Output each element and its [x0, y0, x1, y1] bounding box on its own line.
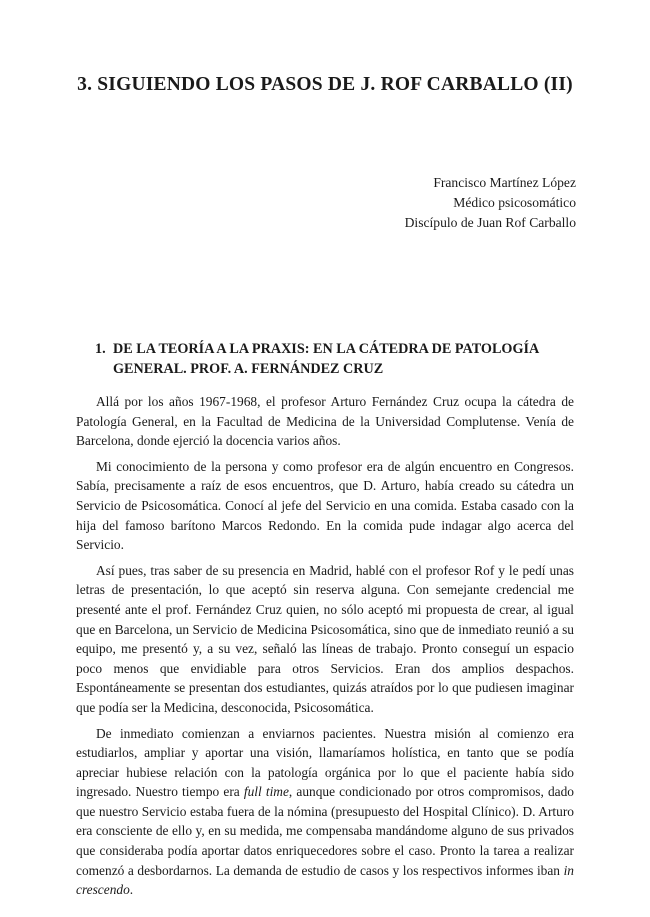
paragraph-4-emphasis-in-crescendo: in crescendo [76, 862, 574, 898]
section-number: 1. [95, 341, 106, 357]
author-role: Médico psicosomático [453, 195, 576, 210]
chapter-title: 3. SIGUIENDO LOS PASOS DE J. ROF CARBALLO (II) [77, 74, 573, 95]
author-name: Francisco Martínez López [433, 175, 576, 190]
body-text [76, 392, 574, 906]
author-block [405, 173, 576, 233]
paragraph-2: Mi conocimiento de la persona y como profesor era de algún encuentro en Congresos. Sabía, precisamente a raíz de esos encuentros, que D. Arturo, había creado su cátedra un Servicio de Psicosomática. Conocí al jefe del Servicio en una comida. Estaba casado con la hija del famoso barítono Marcos Redondo. En la comida pude indagar algo acerca del Servicio. [76, 458, 574, 553]
paragraph-4-part-b: , aunque condicionado por otros compromisos, dado que nuestro Servicio estaba fuera de la nómina (presupuesto del Hospital Clínico). D. Arturo era consciente de ello y, en su medida, me compensaba mandándome alguno de sus privados que consideraba podía aportar datos enriquecedores sobre el caso. Pronto la tarea a realizar comenzó a desbordarnos. La demanda de estudio de casos y los respectivos informes iban [76, 784, 574, 878]
paragraph-4-part-a: De inmediato comienzan a enviarnos pacientes. Nuestra misión al comienzo era estudiarlos, ampliar y aportar una visión, llamaríamos holística, en tanto que se podía apreciar hubiese relación con la patología orgánica por lo que el paciente había sido ingresado. Nuestro tiempo era [76, 725, 574, 800]
paragraph-3: Así pues, tras saber de su presencia en Madrid, hablé con el profesor Rof y le pedí unas letras de presentación, lo que aceptó sin reserva alguna. Con semejante credencial me presenté ante el prof. Fernández Cruz quien, no sólo aceptó mi propuesta de crear, al igual que en Barcelona, un Servicio de Medicina Psicosomática, sino que de inmediato reunió a su equipo, me presentó y, a su vez, señaló las líneas de trabajo. Pronto conseguí un espacio poco menos que envidiable para otros Servicios. Eran dos amplios despachos. Espontáneamente se presentan dos estudiantes, quizás atraídos por lo que pudiesen imaginar que podía ser la Medicina, desconocida, Psicosomática. [76, 562, 574, 715]
paragraph-4-part-c: . [129, 882, 134, 898]
section-heading [95, 339, 574, 379]
paragraph-4 [76, 724, 574, 900]
section-heading-text: DE LA TEORÍA A LA PRAXIS: EN LA CÁTEDRA DE PATOLOGÍA GENERAL. PROF. A. FERNÁNDEZ CRUZ [113, 341, 539, 377]
paragraph-4-emphasis-full-time: full time [243, 784, 289, 800]
author-affiliation: Discípulo de Juan Rof Carballo [404, 215, 576, 230]
paragraph-1: Allá por los años 1967-1968, el profesor Arturo Fernández Cruz ocupa la cátedra de Patología General, en la Facultad de Medicina de la Universidad Complutense. Venía de Barcelona, donde ejerció la docencia varios años. [76, 394, 574, 449]
